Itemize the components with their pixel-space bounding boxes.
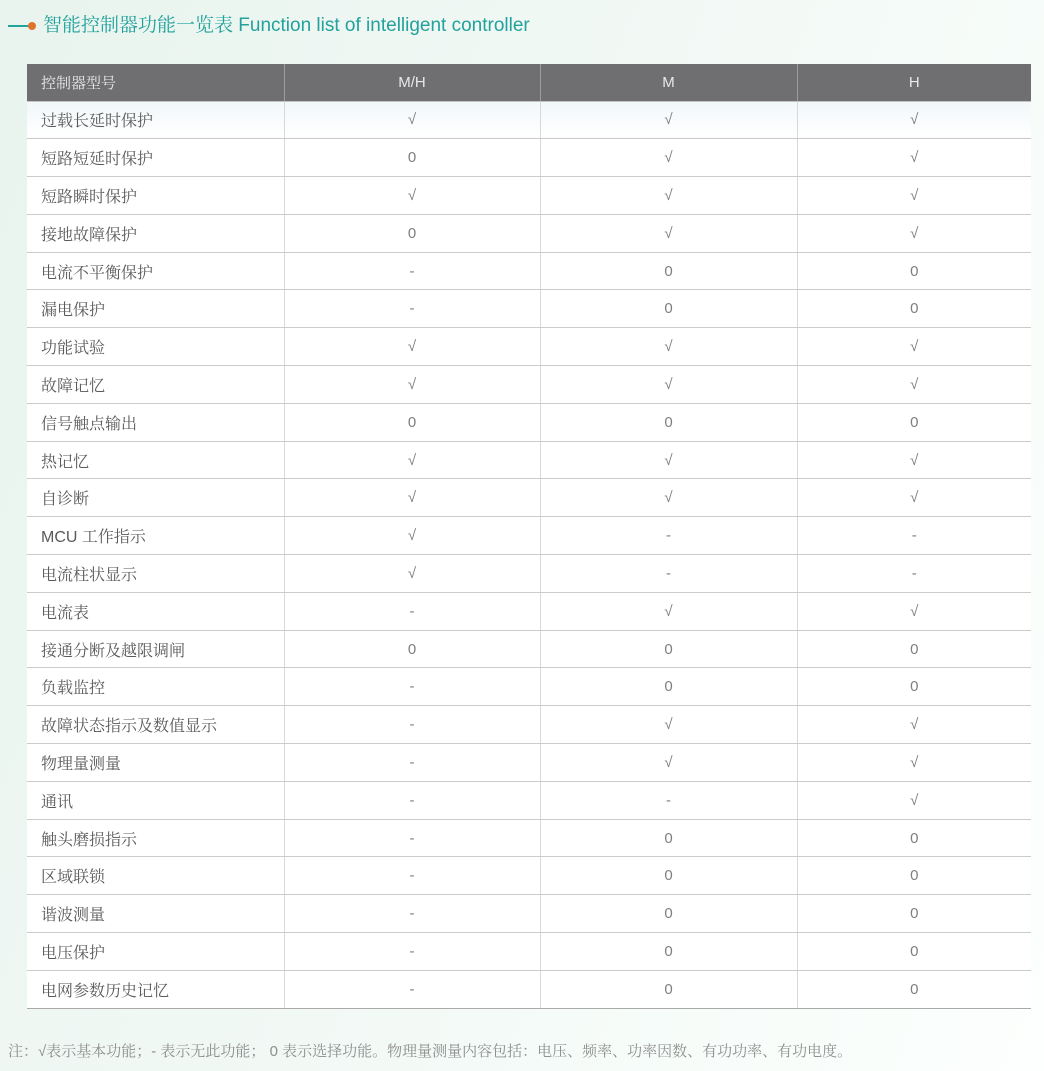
value-cell: -	[284, 668, 540, 706]
table-row	[27, 555, 1031, 593]
page-title: 智能控制器功能一览表 Function list of intelligent controller	[43, 15, 530, 36]
table-header	[27, 64, 1031, 101]
column-header-model: 控制器型号	[27, 64, 284, 101]
value-cell: √	[540, 479, 797, 517]
table-body	[27, 101, 1031, 1008]
value-cell: √	[540, 441, 797, 479]
value-cell: -	[284, 744, 540, 782]
value-cell: -	[284, 290, 540, 328]
function-name-cell: 自诊断	[27, 479, 284, 517]
function-name-cell: MCU 工作指示	[27, 517, 284, 555]
value-cell: √	[797, 706, 1031, 744]
value-cell: √	[797, 328, 1031, 366]
value-cell: 0	[797, 668, 1031, 706]
value-cell: √	[540, 101, 797, 139]
table-row	[27, 328, 1031, 366]
column-header-h: H	[797, 64, 1031, 101]
value-cell: 0	[540, 252, 797, 290]
function-name-cell: 电网参数历史记忆	[27, 970, 284, 1008]
value-cell: √	[797, 177, 1031, 215]
function-name-cell: 信号触点输出	[27, 403, 284, 441]
function-list-table	[27, 64, 1031, 1009]
function-name-cell: 故障记忆	[27, 366, 284, 404]
table-row	[27, 479, 1031, 517]
column-header-m: M	[540, 64, 797, 101]
value-cell: √	[540, 328, 797, 366]
function-name-cell: 短路瞬时保护	[27, 177, 284, 215]
title-dot-icon	[28, 22, 36, 30]
table-row	[27, 819, 1031, 857]
table-row	[27, 252, 1031, 290]
table-row	[27, 177, 1031, 215]
function-name-cell: 短路短延时保护	[27, 139, 284, 177]
value-cell: √	[797, 366, 1031, 404]
table-row	[27, 857, 1031, 895]
function-name-cell: 电流柱状显示	[27, 555, 284, 593]
value-cell: 0	[797, 630, 1031, 668]
footnote: 注：√表示基本功能；- 表示无此功能； 0 表示选择功能。物理量测量内容包括：电压、频率、功率因数、有功功率、有功电度。	[8, 1042, 853, 1060]
value-cell: 0	[284, 630, 540, 668]
table-row	[27, 744, 1031, 782]
table-row	[27, 441, 1031, 479]
function-name-cell: 故障状态指示及数值显示	[27, 706, 284, 744]
value-cell: √	[540, 177, 797, 215]
value-cell: √	[284, 555, 540, 593]
value-cell: √	[284, 366, 540, 404]
table-row	[27, 592, 1031, 630]
value-cell: -	[797, 517, 1031, 555]
value-cell: -	[540, 555, 797, 593]
value-cell: 0	[797, 819, 1031, 857]
value-cell: √	[284, 177, 540, 215]
table-row	[27, 214, 1031, 252]
column-header-m-h: M/H	[284, 64, 540, 101]
value-cell: -	[284, 706, 540, 744]
value-cell: √	[284, 517, 540, 555]
function-name-cell: 接地故障保护	[27, 214, 284, 252]
table-row	[27, 366, 1031, 404]
value-cell: √	[540, 214, 797, 252]
value-cell: √	[284, 441, 540, 479]
value-cell: 0	[797, 403, 1031, 441]
table-row	[27, 970, 1031, 1008]
value-cell: 0	[284, 214, 540, 252]
table-row	[27, 706, 1031, 744]
value-cell: √	[797, 781, 1031, 819]
value-cell: √	[797, 592, 1031, 630]
function-name-cell: 过载长延时保护	[27, 101, 284, 139]
value-cell: √	[540, 706, 797, 744]
value-cell: √	[540, 592, 797, 630]
function-name-cell: 触头磨损指示	[27, 819, 284, 857]
value-cell: 0	[540, 857, 797, 895]
value-cell: 0	[540, 895, 797, 933]
table-row	[27, 101, 1031, 139]
value-cell: -	[797, 555, 1031, 593]
value-cell: 0	[540, 819, 797, 857]
value-cell: 0	[797, 933, 1031, 971]
value-cell: -	[284, 933, 540, 971]
value-cell: 0	[540, 668, 797, 706]
value-cell: √	[540, 744, 797, 782]
value-cell: 0	[797, 290, 1031, 328]
value-cell: -	[284, 592, 540, 630]
value-cell: √	[540, 139, 797, 177]
function-name-cell: 电压保护	[27, 933, 284, 971]
table-row	[27, 290, 1031, 328]
value-cell: -	[284, 252, 540, 290]
value-cell: √	[797, 214, 1031, 252]
value-cell: √	[797, 139, 1031, 177]
table-header-row	[27, 64, 1031, 101]
function-name-cell: 区域联锁	[27, 857, 284, 895]
function-name-cell: 电流不平衡保护	[27, 252, 284, 290]
value-cell: -	[284, 781, 540, 819]
value-cell: -	[284, 895, 540, 933]
table-row	[27, 895, 1031, 933]
function-name-cell: 物理量测量	[27, 744, 284, 782]
function-name-cell: 漏电保护	[27, 290, 284, 328]
value-cell: 0	[540, 970, 797, 1008]
table-row	[27, 630, 1031, 668]
section-title	[0, 0, 1044, 37]
value-cell: -	[284, 970, 540, 1008]
value-cell: 0	[284, 403, 540, 441]
table-row	[27, 933, 1031, 971]
value-cell: √	[797, 101, 1031, 139]
value-cell: 0	[797, 970, 1031, 1008]
value-cell: -	[284, 819, 540, 857]
function-name-cell: 负载监控	[27, 668, 284, 706]
value-cell: √	[797, 744, 1031, 782]
value-cell: 0	[540, 290, 797, 328]
function-name-cell: 接通分断及越限调闸	[27, 630, 284, 668]
function-name-cell: 谐波测量	[27, 895, 284, 933]
title-dash-icon	[8, 25, 29, 27]
value-cell: 0	[284, 139, 540, 177]
value-cell: -	[540, 781, 797, 819]
value-cell: 0	[797, 857, 1031, 895]
value-cell: 0	[797, 895, 1031, 933]
table-row	[27, 781, 1031, 819]
table-row	[27, 139, 1031, 177]
function-name-cell: 通讯	[27, 781, 284, 819]
function-name-cell: 电流表	[27, 592, 284, 630]
value-cell: 0	[540, 933, 797, 971]
table-row	[27, 517, 1031, 555]
function-name-cell: 功能试验	[27, 328, 284, 366]
value-cell: √	[284, 328, 540, 366]
value-cell: √	[540, 366, 797, 404]
value-cell: 0	[540, 403, 797, 441]
value-cell: √	[797, 479, 1031, 517]
value-cell: 0	[797, 252, 1031, 290]
value-cell: -	[284, 857, 540, 895]
value-cell: 0	[540, 630, 797, 668]
table-row	[27, 403, 1031, 441]
function-name-cell: 热记忆	[27, 441, 284, 479]
table-row	[27, 668, 1031, 706]
value-cell: √	[284, 479, 540, 517]
value-cell: -	[540, 517, 797, 555]
value-cell: √	[284, 101, 540, 139]
value-cell: √	[797, 441, 1031, 479]
